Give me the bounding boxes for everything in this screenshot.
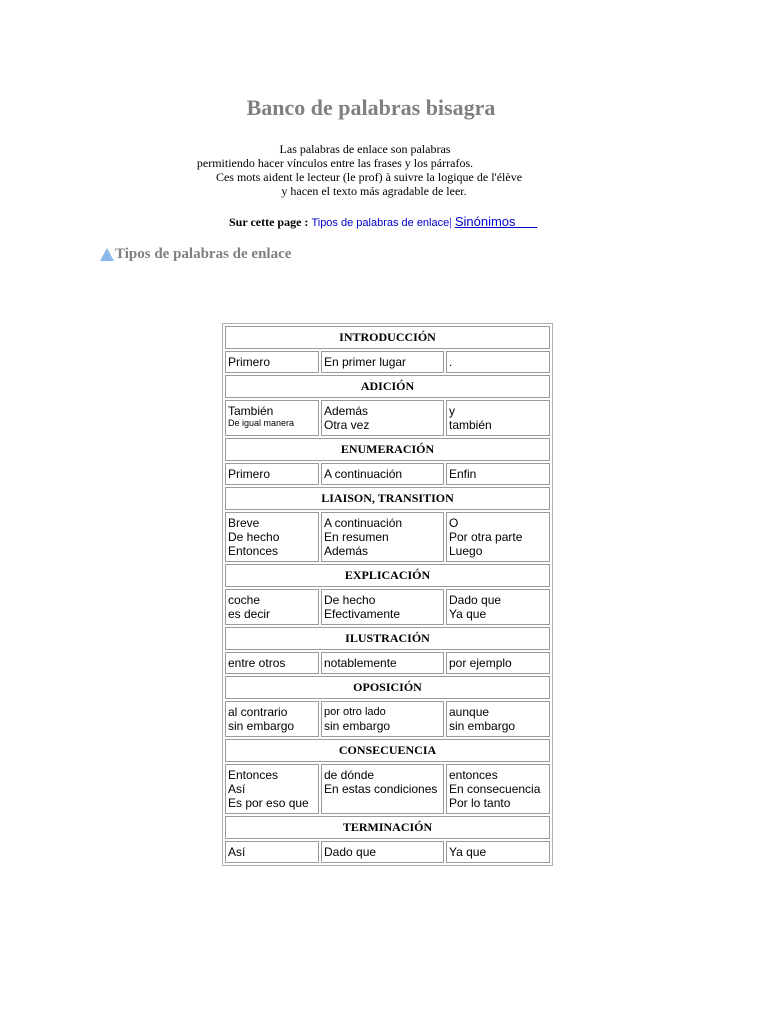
intro-line: y hacen el texto más agradable de leer. [281, 184, 467, 198]
table-row [225, 351, 550, 373]
section-header: INTRODUCCIÓN [225, 326, 550, 349]
cell-text: notablemente [324, 656, 397, 670]
cell-text: Luego [449, 544, 483, 558]
section-header: ILUSTRACIÓN [225, 627, 550, 650]
cell-text: Por lo tanto [449, 796, 511, 810]
cell-text: y [449, 404, 455, 418]
cell-text: A continuación [324, 467, 403, 481]
table-cell [225, 351, 319, 373]
section-header: OPOSICIÓN [225, 676, 550, 699]
table-row [225, 512, 550, 562]
linking-words-table [222, 323, 553, 866]
table-cell [225, 764, 319, 814]
table-row [225, 701, 550, 737]
section-header: ENUMERACIÓN [225, 438, 550, 461]
table-cell [321, 652, 444, 674]
table-cell [225, 652, 319, 674]
cell-text: Es por eso que [228, 796, 309, 810]
section-header-row [225, 438, 550, 461]
table-cell [225, 589, 319, 625]
table-row [225, 841, 550, 863]
cell-text: Ya que [449, 607, 487, 621]
cell-text: coche [228, 593, 261, 607]
table-cell [446, 589, 550, 625]
link-sinonimos[interactable]: Sinónimos [454, 214, 516, 229]
section-header-row [225, 739, 550, 762]
intro-line: Las palabras de enlace son palabras [279, 142, 451, 156]
nav-separator: | [449, 214, 452, 229]
cell-text: Además [324, 544, 369, 558]
section-header: LIAISON, TRANSITION [225, 487, 550, 510]
cell-text: Ya que [449, 845, 487, 859]
section-header-row [225, 375, 550, 398]
cell-text: Otra vez [324, 418, 370, 432]
section-header-row [225, 816, 550, 839]
cell-text: Así [228, 845, 246, 859]
cell-text: Entonces [228, 768, 279, 782]
table-cell [321, 400, 444, 436]
table-cell [446, 512, 550, 562]
link-sinonimos-underline-tail[interactable] [516, 214, 538, 229]
cell-text: De hecho [228, 530, 280, 544]
cell-text: Así [228, 782, 246, 796]
table-cell [321, 463, 444, 485]
cell-text: En primer lugar [324, 355, 407, 369]
table-cell [321, 589, 444, 625]
cell-text: Enfin [449, 467, 477, 481]
section-heading [100, 246, 291, 263]
section-header: EXPLICACIÓN [225, 564, 550, 587]
intro-line: permitiendo hacer vínculos entre las frases y los párrafos. [196, 156, 474, 170]
table-cell [321, 764, 444, 814]
table-row [225, 463, 550, 485]
table-cell [446, 701, 550, 737]
table-cell [225, 841, 319, 863]
cell-text: Además [324, 404, 369, 418]
cell-text: Primero [228, 467, 271, 481]
table-cell [446, 841, 550, 863]
table-cell [225, 701, 319, 737]
table-cell [321, 701, 444, 737]
on-page-nav [229, 214, 537, 230]
cell-text: En consecuencia [449, 782, 541, 796]
table-row [225, 400, 550, 436]
cell-text: En resumen [324, 530, 389, 544]
cell-text: Efectivamente [324, 607, 401, 621]
cell-text: En estas condiciones [324, 782, 438, 796]
section-heading-text: Tipos de palabras de enlace [115, 246, 292, 262]
section-header: ADICIÓN [225, 375, 550, 398]
cell-text: también [449, 418, 492, 432]
page-title: Banco de palabras bisagra [246, 95, 496, 120]
cell-text: También [228, 404, 274, 418]
cell-text: al contrario [228, 705, 288, 719]
table-row [225, 589, 550, 625]
section-header-row [225, 564, 550, 587]
cell-text: Entonces [228, 544, 279, 558]
intro-line: Ces mots aident le lecteur (le prof) à suivre la logique de l'élève [215, 170, 523, 184]
table-cell [225, 400, 319, 436]
cell-text: Dado que [449, 593, 502, 607]
section-header-row [225, 627, 550, 650]
cell-text: sin embargo [324, 719, 391, 733]
intro-paragraph [0, 142, 730, 198]
cell-text: es decir [228, 607, 271, 621]
table-cell [321, 512, 444, 562]
cell-text: por ejemplo [449, 656, 512, 670]
section-header-row [225, 487, 550, 510]
cell-text: De igual manera [228, 418, 295, 428]
table-row [225, 764, 550, 814]
cell-text: por otro lado [324, 706, 386, 718]
section-header: CONSECUENCIA [225, 739, 550, 762]
table-cell [446, 764, 550, 814]
on-page-label: Sur cette page : [229, 215, 309, 229]
table-cell [321, 841, 444, 863]
cell-text: Breve [228, 516, 260, 530]
table-cell [225, 463, 319, 485]
cell-text: aunque [449, 705, 490, 719]
table-cell [446, 463, 550, 485]
up-triangle-icon[interactable] [100, 248, 114, 261]
table-cell [321, 351, 444, 373]
section-header: TERMINACIÓN [225, 816, 550, 839]
table-cell [446, 400, 550, 436]
table-cell [446, 652, 550, 674]
table-row [225, 652, 550, 674]
cell-text: sin embargo [449, 719, 516, 733]
cell-text: Por otra parte [449, 530, 523, 544]
cell-text: . [449, 355, 453, 369]
section-header-row [225, 326, 550, 349]
table-cell [446, 351, 550, 373]
section-header-row [225, 676, 550, 699]
cell-text: entre otros [228, 656, 286, 670]
cell-text: A continuación [324, 516, 403, 530]
cell-text: sin embargo [228, 719, 295, 733]
cell-text: entonces [449, 768, 498, 782]
cell-text: O [449, 516, 459, 530]
cell-text: de dónde [324, 768, 375, 782]
cell-text: Dado que [324, 845, 377, 859]
cell-text: Primero [228, 355, 271, 369]
link-tipos-palabras[interactable]: Tipos de palabras de enlace [311, 217, 450, 229]
cell-text: De hecho [324, 593, 376, 607]
table-cell [225, 512, 319, 562]
